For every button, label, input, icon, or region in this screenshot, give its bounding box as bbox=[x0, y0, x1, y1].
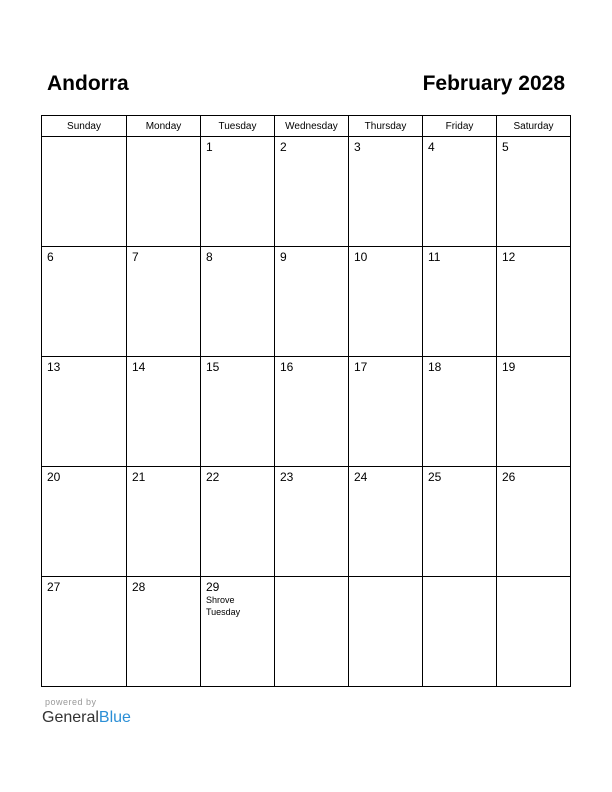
country-title: Andorra bbox=[47, 72, 129, 95]
day-number: 26 bbox=[502, 470, 516, 484]
empty-day-cell bbox=[423, 577, 497, 687]
calendar-week-row bbox=[42, 357, 571, 467]
day-number: 28 bbox=[132, 580, 146, 594]
day-cell bbox=[127, 247, 201, 357]
day-number: 11 bbox=[428, 250, 441, 264]
holiday-label: Tuesday bbox=[206, 607, 241, 617]
day-number: 19 bbox=[502, 360, 516, 374]
weekday-header-row bbox=[42, 116, 571, 137]
empty-day-cell bbox=[497, 577, 571, 687]
day-cell bbox=[349, 137, 423, 247]
weekday-header: Saturday bbox=[497, 116, 571, 137]
day-number: 29 bbox=[206, 580, 220, 594]
weekday-header: Friday bbox=[423, 116, 497, 137]
calendar-week-row bbox=[42, 137, 571, 247]
day-number: 5 bbox=[502, 140, 509, 154]
day-cell bbox=[127, 467, 201, 577]
weekday-header: Sunday bbox=[42, 116, 127, 137]
day-cell bbox=[497, 247, 571, 357]
day-cell bbox=[42, 467, 127, 577]
day-number: 15 bbox=[206, 360, 220, 374]
brand-logo[interactable] bbox=[42, 708, 131, 728]
day-cell bbox=[127, 577, 201, 687]
day-cell bbox=[275, 357, 349, 467]
day-number: 16 bbox=[280, 360, 294, 374]
day-number: 1 bbox=[206, 140, 213, 154]
holiday-label: Shrove bbox=[206, 595, 235, 605]
empty-day-cell bbox=[127, 137, 201, 247]
day-number: 22 bbox=[206, 470, 220, 484]
calendar-body bbox=[42, 137, 571, 687]
day-number: 7 bbox=[132, 250, 139, 264]
calendar-week-row bbox=[42, 577, 571, 687]
day-cell bbox=[497, 137, 571, 247]
day-cell bbox=[423, 357, 497, 467]
weekday-header: Wednesday bbox=[275, 116, 349, 137]
day-cell bbox=[349, 247, 423, 357]
day-number: 14 bbox=[132, 360, 146, 374]
empty-day-cell bbox=[349, 577, 423, 687]
day-number: 12 bbox=[502, 250, 516, 264]
day-number: 9 bbox=[280, 250, 287, 264]
day-number: 17 bbox=[354, 360, 368, 374]
day-number: 3 bbox=[354, 140, 361, 154]
day-cell bbox=[349, 467, 423, 577]
day-cell bbox=[201, 137, 275, 247]
day-cell bbox=[275, 247, 349, 357]
powered-by-label: powered by bbox=[45, 697, 97, 707]
brand-general-text: General bbox=[42, 709, 99, 726]
day-number: 25 bbox=[428, 470, 442, 484]
day-cell bbox=[423, 467, 497, 577]
brand-blue-text: Blue bbox=[98, 709, 131, 726]
day-cell bbox=[497, 357, 571, 467]
day-cell bbox=[349, 357, 423, 467]
day-cell bbox=[42, 577, 127, 687]
calendar-week-row bbox=[42, 467, 571, 577]
weekday-header: Monday bbox=[127, 116, 201, 137]
day-cell bbox=[201, 577, 275, 687]
day-cell bbox=[275, 467, 349, 577]
day-number: 18 bbox=[428, 360, 442, 374]
day-number: 27 bbox=[47, 580, 61, 594]
day-number: 24 bbox=[354, 470, 368, 484]
day-number: 10 bbox=[354, 250, 368, 264]
day-cell bbox=[275, 137, 349, 247]
day-number: 6 bbox=[47, 250, 54, 264]
day-cell bbox=[423, 247, 497, 357]
empty-day-cell bbox=[42, 137, 127, 247]
day-cell bbox=[201, 357, 275, 467]
day-number: 13 bbox=[47, 360, 61, 374]
day-cell bbox=[42, 247, 127, 357]
month-year-title: February 2028 bbox=[422, 72, 565, 95]
day-cell bbox=[497, 467, 571, 577]
weekday-header: Thursday bbox=[349, 116, 423, 137]
day-number: 8 bbox=[206, 250, 213, 264]
weekday-header: Tuesday bbox=[201, 116, 275, 137]
calendar-week-row bbox=[42, 247, 571, 357]
day-number: 23 bbox=[280, 470, 294, 484]
day-cell bbox=[127, 357, 201, 467]
day-cell bbox=[201, 247, 275, 357]
empty-day-cell bbox=[275, 577, 349, 687]
day-cell bbox=[42, 357, 127, 467]
day-cell bbox=[423, 137, 497, 247]
calendar-grid bbox=[41, 115, 571, 687]
day-number: 2 bbox=[280, 140, 287, 154]
day-cell bbox=[201, 467, 275, 577]
day-number: 21 bbox=[132, 470, 146, 484]
day-number: 20 bbox=[47, 470, 61, 484]
day-number: 4 bbox=[428, 140, 435, 154]
